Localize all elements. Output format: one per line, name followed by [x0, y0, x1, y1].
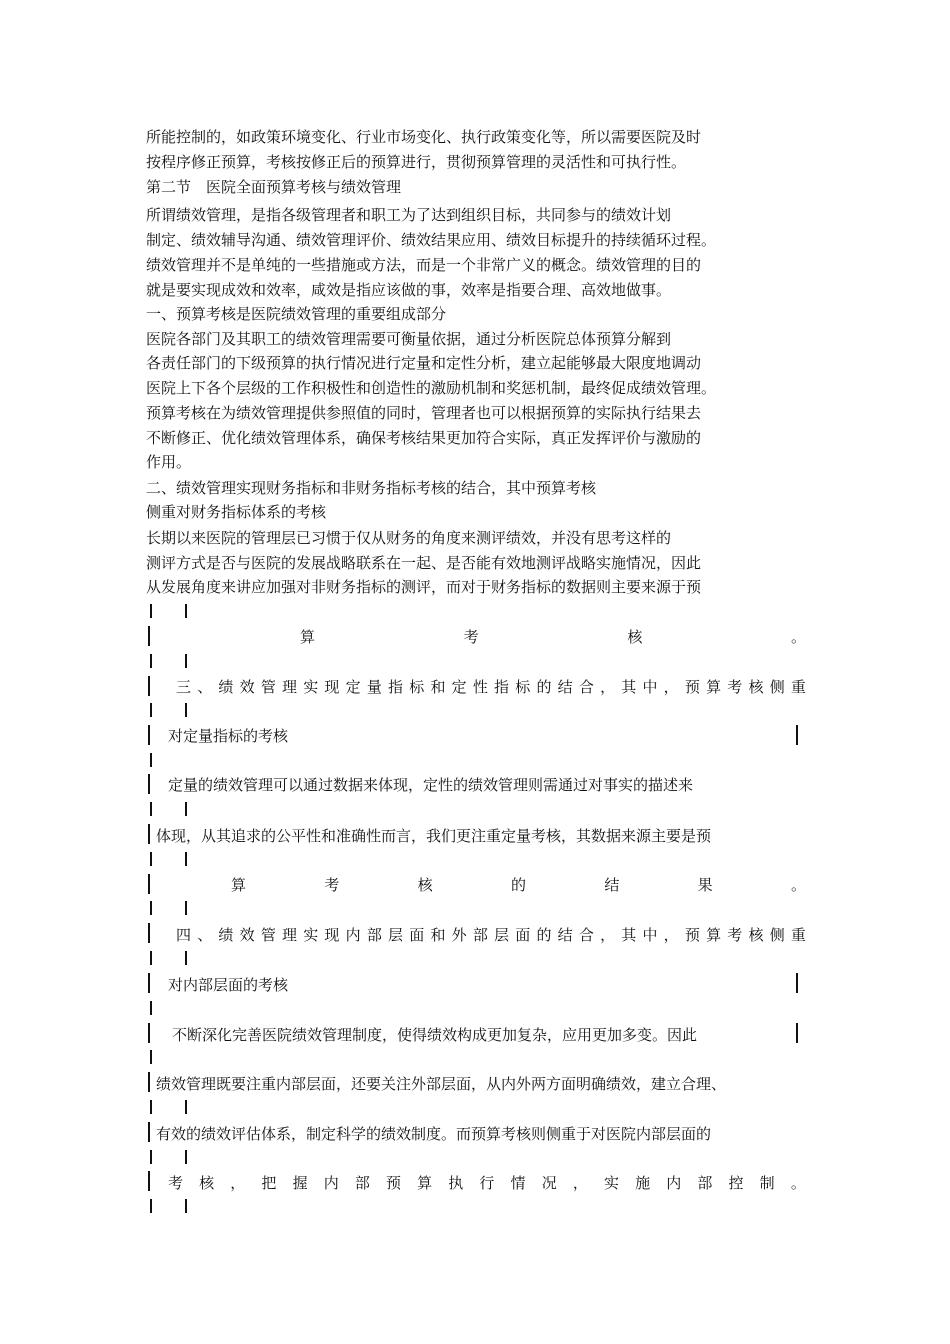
text-line: 预算考核在为绩效管理提供参照值的同时，管理者也可以根据预算的实际执行结果去: [146, 404, 702, 422]
text-line: 制定、绩效辅导沟通、绩效管理评价、绩效结果应用、绩效目标提升的持续循环过程。: [146, 231, 717, 249]
justified-char: 预: [385, 1174, 401, 1192]
text-line: 对定量指标的考核: [168, 727, 289, 745]
justified-char: 面: [515, 926, 531, 944]
table-border: [148, 824, 150, 844]
table-border: [150, 1150, 152, 1164]
justified-char: 指: [494, 678, 510, 696]
justified-char: 预: [684, 678, 700, 696]
text-line: 医院各部门及其职工的绩效管理需要可衡量依据，通过分析医院总体预算分解到: [146, 330, 672, 348]
justified-char: 重: [790, 926, 806, 944]
table-border: [148, 626, 150, 646]
justified-char: 实: [603, 1174, 619, 1192]
justified-char: 和: [430, 926, 446, 944]
justified-char: 握: [292, 1174, 308, 1192]
text-line: 定量的绩效管理可以通过数据来体现，定性的绩效管理则需通过对事实的描述来: [168, 776, 694, 794]
text-line: 有效的绩效评估体系，制定科学的绩效制度。而预算考核则侧重于对医院内部层面的: [156, 1125, 712, 1143]
table-border: [150, 1001, 152, 1015]
text-line: 就是要实现成效和效率，咸效是指应该做的事，效率是指要合理、高效地做事。: [146, 281, 672, 299]
justified-char: 算: [417, 1174, 433, 1192]
justified-char: 理: [282, 926, 298, 944]
justified-char: 外: [451, 926, 467, 944]
text-line: 所谓绩效管理，是指各级管理者和职工为了达到组织目标，共同参与的绩效计划: [146, 206, 672, 224]
text-line: 不断修正、优化绩效管理体系，确保考核结果更加符合实际，真正发挥评价与激励的: [146, 429, 702, 447]
table-border: [148, 874, 150, 894]
table-border: [150, 1050, 152, 1064]
text-line: 绩效管理并不是单纯的一些措施或方法，而是一个非常广义的概念。绩效管理的目的: [146, 256, 702, 274]
table-border: [148, 1072, 150, 1092]
table-border: [796, 725, 798, 745]
justified-char: 量: [366, 678, 382, 696]
justified-char: 算: [300, 628, 316, 646]
justified-char: 。: [790, 628, 806, 646]
justified-char: 定: [451, 678, 467, 696]
table-border: [150, 852, 152, 866]
table-border: [185, 802, 187, 816]
text-line: 所能控制的，如政策环境变化、行业市场变化、执行政策变化等，所以需要医院及时: [146, 128, 702, 146]
subsection-heading: 二、绩效管理实现财务指标和非财务指标考核的结合，其中预算考核: [146, 479, 597, 497]
justified-heading: [176, 677, 806, 697]
justified-char: 重: [790, 678, 806, 696]
justified-char: 合: [578, 926, 594, 944]
justified-char: 侧: [769, 678, 785, 696]
justified-char: 结: [557, 926, 573, 944]
justified-char: 实: [303, 926, 319, 944]
justified-char: 。: [790, 1174, 806, 1192]
text-line: 按程序修正预算，考核按修正后的预算进行，贯彻预算管理的灵活性和可执行性。: [146, 153, 687, 171]
table-border: [148, 725, 150, 745]
text-line: 医院上下各个层级的工作积极性和创造性的激励机制和奖惩机制，最终促成绩效管理。: [146, 379, 717, 397]
subsection-heading: 侧重对财务指标体系的考核: [146, 503, 327, 521]
justified-char: 部: [366, 926, 382, 944]
table-border: [150, 802, 152, 816]
justified-char: 中: [642, 926, 658, 944]
table-border: [148, 1122, 150, 1142]
text-line: 不断深化完善医院绩效管理制度，使得绩效构成更加复杂，应用更加多变。因此: [172, 1026, 698, 1044]
justified-char: 和: [430, 678, 446, 696]
justified-char: 四: [176, 926, 192, 944]
justified-char: 控: [728, 1174, 744, 1192]
justified-char: 现: [324, 678, 340, 696]
justified-char: ，: [600, 678, 616, 696]
justified-char: 合: [578, 678, 594, 696]
table-border: [150, 901, 152, 915]
justified-char: 管: [260, 678, 276, 696]
table-border: [148, 923, 150, 943]
justified-char: ，: [572, 1174, 588, 1192]
table-border: [150, 703, 152, 717]
justified-char: 的: [536, 926, 552, 944]
section-heading: 第二节 医院全面预算考核与绩效管理: [146, 178, 402, 196]
justified-char: 算: [231, 876, 247, 894]
justified-char: ，: [663, 678, 679, 696]
justified-char: 考: [727, 678, 743, 696]
table-border: [185, 852, 187, 866]
justified-char: ，: [230, 1174, 246, 1192]
justified-line: [231, 875, 806, 895]
justified-line: [168, 1173, 806, 1193]
justified-char: 绩: [218, 926, 234, 944]
justified-char: 标: [409, 678, 425, 696]
text-line: 体现，从其追求的公平性和准确性而言，我们更注重定量考核，其数据来源主要是预: [156, 827, 712, 845]
justified-char: 核: [199, 1174, 215, 1192]
table-border: [185, 604, 187, 618]
justified-char: 其: [621, 678, 637, 696]
table-border: [150, 604, 152, 618]
table-border: [185, 901, 187, 915]
justified-char: 、: [197, 926, 213, 944]
justified-char: 三: [176, 678, 192, 696]
justified-char: 内: [323, 1174, 339, 1192]
justified-char: 考: [168, 1174, 184, 1192]
justified-char: 制: [759, 1174, 775, 1192]
justified-char: 核: [627, 628, 643, 646]
justified-char: 实: [303, 678, 319, 696]
justified-char: 情: [510, 1174, 526, 1192]
justified-char: 的: [510, 876, 526, 894]
table-border: [148, 774, 150, 794]
justified-char: 管: [260, 926, 276, 944]
justified-line: [300, 627, 806, 647]
justified-char: 其: [621, 926, 637, 944]
table-border: [150, 654, 152, 668]
justified-char: 把: [261, 1174, 277, 1192]
justified-char: 况: [541, 1174, 557, 1192]
justified-char: 、: [197, 678, 213, 696]
justified-char: 侧: [769, 926, 785, 944]
justified-char: 效: [239, 926, 255, 944]
justified-char: 算: [706, 926, 722, 944]
table-border: [185, 703, 187, 717]
table-border: [148, 1023, 150, 1043]
justified-char: 内: [345, 926, 361, 944]
justified-char: 算: [706, 678, 722, 696]
subsection-heading: 一、预算考核是医院绩效管理的重要组成部分: [146, 305, 447, 323]
table-border: [185, 654, 187, 668]
text-line: 从发展角度来讲应加强对非财务指标的测评，而对于财务指标的数据则主要来源于预: [146, 578, 702, 596]
justified-heading: [176, 925, 806, 945]
text-line: 测评方式是否与医院的发展战略联系在一起、是否能有效地测评战略实施情况，因此: [146, 554, 702, 572]
justified-char: 性: [472, 678, 488, 696]
justified-char: 效: [239, 678, 255, 696]
justified-char: ，: [663, 926, 679, 944]
justified-char: 。: [790, 876, 806, 894]
justified-char: 定: [345, 678, 361, 696]
table-border: [148, 676, 150, 696]
justified-char: 果: [697, 876, 713, 894]
justified-char: 内: [666, 1174, 682, 1192]
table-border: [148, 1171, 150, 1191]
justified-char: 现: [324, 926, 340, 944]
justified-char: 面: [409, 926, 425, 944]
table-border: [796, 973, 798, 993]
table-border: [150, 1199, 152, 1213]
justified-char: 预: [684, 926, 700, 944]
justified-char: 结: [604, 876, 620, 894]
text-line: 作用。: [146, 453, 192, 471]
text-line: 绩效管理既要注重内部层面，还要关注外部层面，从内外两方面明确绩效，建立合理、: [156, 1075, 727, 1093]
justified-char: 施: [635, 1174, 651, 1192]
justified-char: 结: [557, 678, 573, 696]
table-border: [796, 1023, 798, 1043]
justified-char: 核: [748, 678, 764, 696]
justified-char: 指: [388, 678, 404, 696]
justified-char: 考: [324, 876, 340, 894]
table-border: [148, 973, 150, 993]
justified-char: 绩: [218, 678, 234, 696]
table-border: [150, 951, 152, 965]
justified-char: 考: [727, 926, 743, 944]
justified-char: 层: [494, 926, 510, 944]
text-line: 长期以来医院的管理层已习惯于仅从财务的角度来测评绩效，并没有思考这样的: [146, 529, 672, 547]
justified-char: 核: [748, 926, 764, 944]
justified-char: 理: [282, 678, 298, 696]
text-line: 各责任部门的下级预算的执行情况进行定量和定性分析，建立起能够最大限度地调动: [146, 354, 702, 372]
justified-char: 考: [463, 628, 479, 646]
justified-char: 行: [479, 1174, 495, 1192]
table-border: [185, 1150, 187, 1164]
justified-char: 部: [697, 1174, 713, 1192]
text-line: 对内部层面的考核: [168, 976, 289, 994]
justified-char: 的: [536, 678, 552, 696]
justified-char: 核: [417, 876, 433, 894]
justified-char: ，: [600, 926, 616, 944]
justified-char: 层: [388, 926, 404, 944]
table-border: [150, 1100, 152, 1114]
table-border: [185, 951, 187, 965]
table-border: [150, 753, 152, 767]
table-border: [185, 1199, 187, 1213]
justified-char: 部: [472, 926, 488, 944]
table-border: [185, 1100, 187, 1114]
justified-char: 标: [515, 678, 531, 696]
justified-char: 执: [448, 1174, 464, 1192]
justified-char: 中: [642, 678, 658, 696]
justified-char: 部: [354, 1174, 370, 1192]
